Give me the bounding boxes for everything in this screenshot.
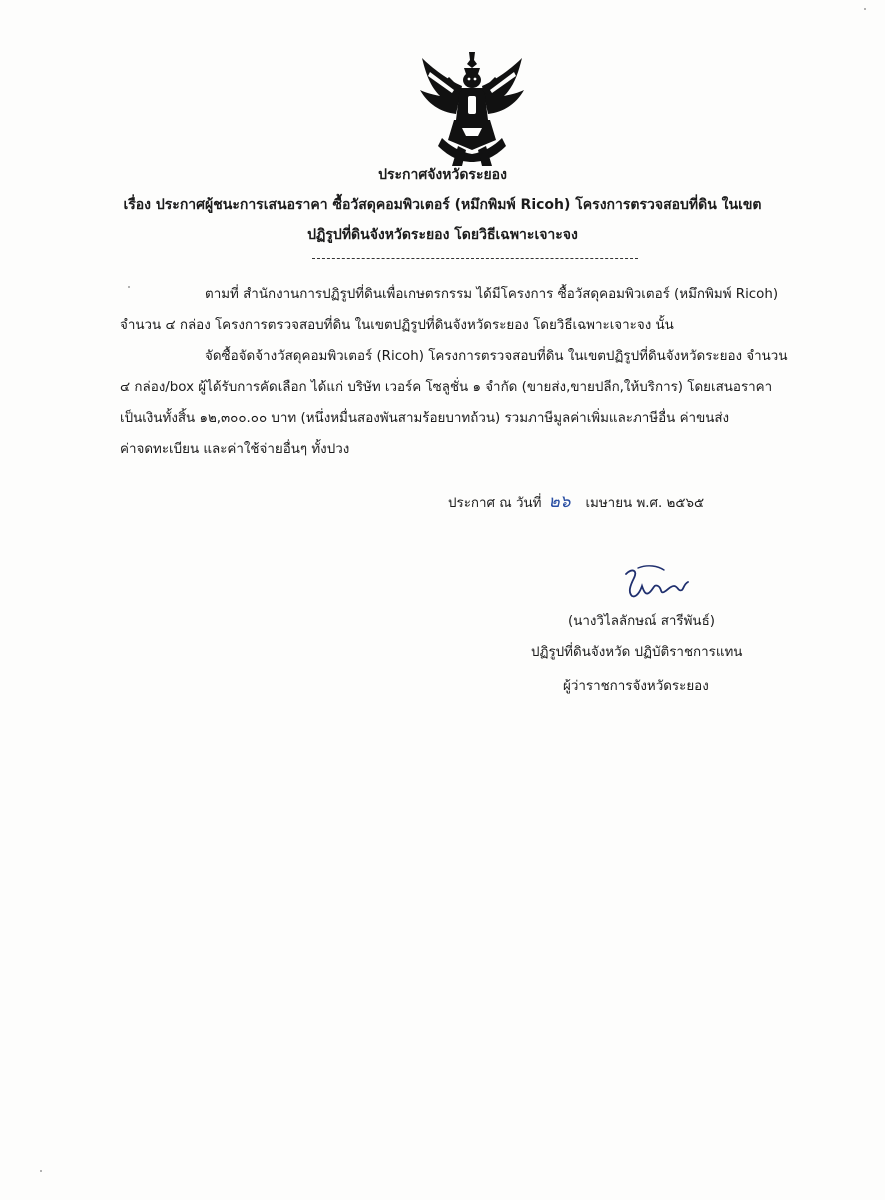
announcement-date (448, 488, 704, 515)
subject-line-2: ปฏิรูปที่ดินจังหวัดระยอง โดยวิธีเฉพาะเจาะจง (307, 227, 578, 243)
body-line-2: จำนวน ๔ กล่อง โครงการตรวจสอบที่ดิน ในเขตปฏิรูปที่ดินจังหวัดระยอง โดยวิธีเฉพาะเจาะจง นั้น (120, 318, 674, 333)
signatory-position-1: ปฏิรูปที่ดินจังหวัด ปฏิบัติราชการแทน (531, 645, 743, 660)
signatory-name: (นางวิไลลักษณ์ สารีพันธ์) (568, 614, 715, 629)
document-title: ประกาศจังหวัดระยอง (378, 167, 507, 183)
body-line-4: ๔ กล่อง/box ผู้ได้รับการคัดเลือก ได้แก่ บริษัท เวอร์ค โซลูชั่น ๑ จำกัด (ขายส่ง,ขายปลีก,ให้บริการ) โดยเสนอราคา (120, 380, 773, 395)
announcement-day-handwritten: ๒๖ (548, 492, 571, 512)
body-line-1: ตามที่ สำนักงานการปฏิรูปที่ดินเพื่อเกษตรกรรม ได้มีโครงการ ซื้อวัสดุคอมพิวเตอร์ (หมึกพิมพ์ Ricoh) (205, 287, 779, 302)
scan-speck (128, 286, 130, 288)
body-line-6: ค่าจดทะเบียน และค่าใช้จ่ายอื่นๆ ทั้งปวง (120, 442, 350, 457)
separator-line (312, 258, 638, 259)
body-line-3: จัดซื้อจัดจ้างวัสดุคอมพิวเตอร์ (Ricoh) โครงการตรวจสอบที่ดิน ในเขตปฏิรูปที่ดินจังหวัดระยอง จำนวน (205, 349, 788, 364)
announcement-month-year: เมษายน พ.ศ. ๒๕๖๕ (585, 496, 705, 511)
subject-line-1: เรื่อง ประกาศผู้ชนะการเสนอราคา ซื้อวัสดุคอมพิวเตอร์ (หมึกพิมพ์ Ricoh) โครงการตรวจสอบที่ดิน ในเขต (123, 197, 762, 213)
garuda-emblem-icon (418, 50, 526, 170)
signatory-position-2: ผู้ว่าราชการจังหวัดระยอง (563, 679, 709, 694)
handwritten-signature (618, 562, 690, 604)
announcement-prefix: ประกาศ ณ วันที่ (448, 496, 542, 511)
body-line-5: เป็นเงินทั้งสิ้น ๑๒,๓๐๐.๐๐ บาท (หนึ่งหมื่นสองพันสามร้อยบาทถ้วน) รวมภาษีมูลค่าเพิ่มและภาษีอื่น ค่าขนส่ง (120, 411, 730, 426)
scan-speck (864, 8, 866, 10)
scan-speck (40, 1170, 42, 1172)
